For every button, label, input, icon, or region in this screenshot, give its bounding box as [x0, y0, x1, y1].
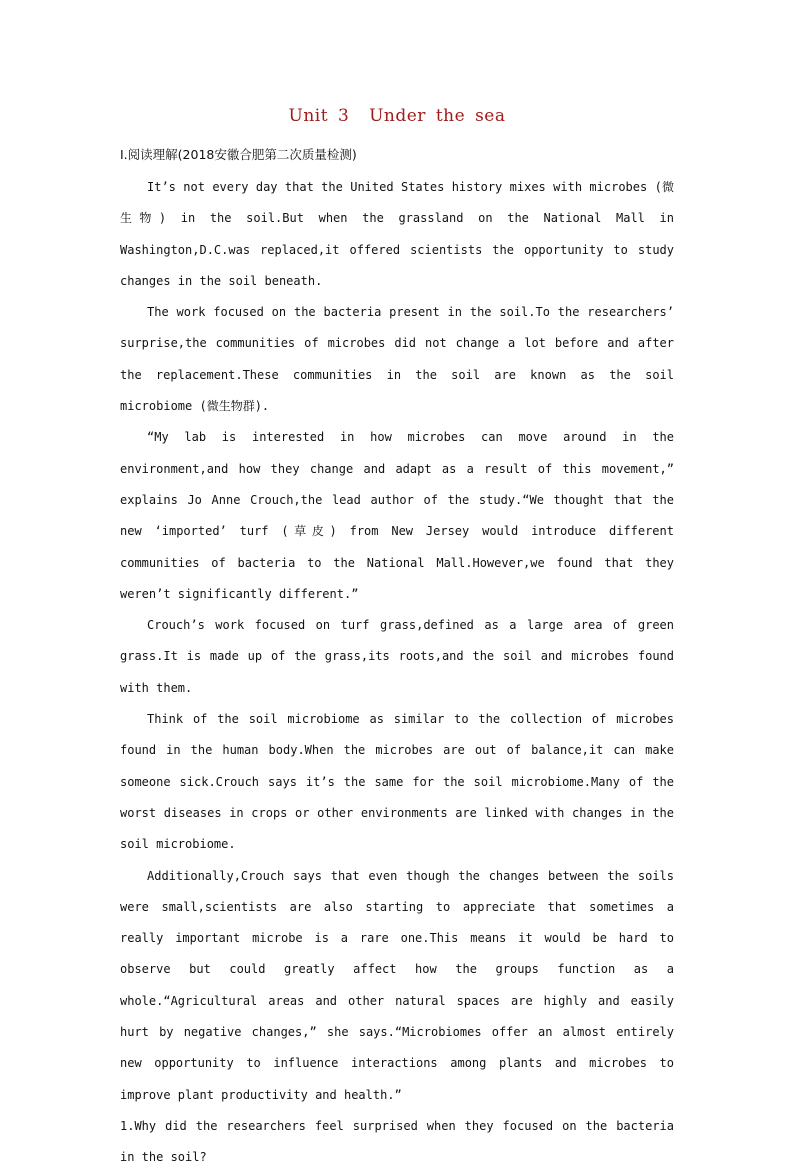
passage-paragraph-3: “My lab is interested in how microbes can move around in the environment,and how they change and adapt as a result of this movement,” explains Jo Anne Crouch,the lead author of the study.“We thought that the new ‘imported’ turf (草皮) from New Jersey would introduce different communities of bacteria to the National Mall.However,we found that they weren’t significantly different.”: [120, 430, 674, 601]
section-heading: Ⅰ.阅读理解(2018安徽合肥第二次质量检测): [120, 147, 357, 162]
passage-paragraph-5: Think of the soil microbiome as similar to the collection of microbes found in the human body.When the microbes are out of balance,it can make someone sick.Crouch says it’s the same for the soil microbiome.Many of the worst diseases in crops or other environments are linked with changes in the soil microbiome.: [120, 712, 674, 852]
passage-paragraph-1: It’s not every day that the United States history mixes with microbes (微生物) in the soil.But when the grassland on the National Mall in Washington,D.C.was replaced,it offered scientists the opportunity to study changes in the soil beneath.: [120, 180, 674, 288]
reading-passage: [120, 172, 674, 1174]
unit-title: Unit 3 Under the sea: [288, 106, 506, 126]
question-1: 1.Why did the researchers feel surprised when they focused on the bacteria in the soil?: [120, 1118, 674, 1165]
passage-paragraph-4: Crouch’s work focused on turf grass,defined as a large area of green grass.It is made up of the grass,its roots,and the soil and microbes found with them.: [120, 618, 674, 695]
passage-paragraph-6: Additionally,Crouch says that even though the changes between the soils were small,scientists are also starting to appreciate that sometimes a really important microbe is a rare one.This means it would be hard to observe but could greatly affect how the groups function as a whole.“Agricultural areas and other natural spaces are highly and easily hurt by negative changes,” she says.“Microbiomes offer an almost entirely new opportunity to influence interactions among plants and microbes to improve plant productivity and health.”: [120, 868, 674, 1102]
passage-paragraph-2: The work focused on the bacteria present in the soil.To the researchers’ surprise,the communities of microbes did not change a lot before and after the replacement.These communities in the soil are known as the soil microbiome (微生物群).: [120, 305, 674, 414]
